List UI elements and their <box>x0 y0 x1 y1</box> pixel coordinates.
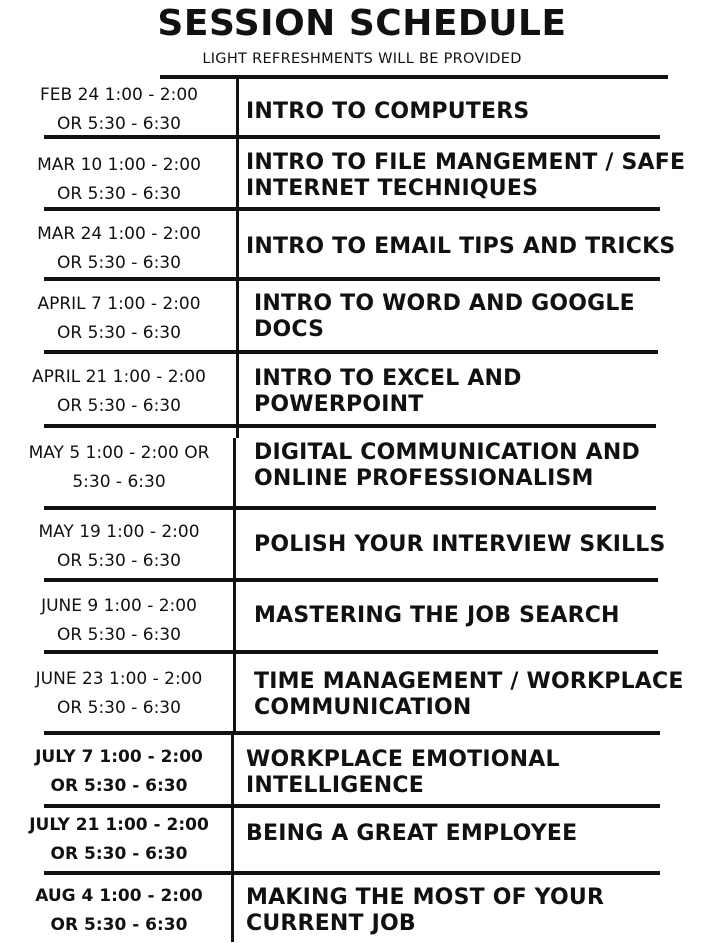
session-date: JULY 7 1:00 - 2:00 OR 5:30 - 6:30 <box>35 747 203 796</box>
session-date: AUG 4 1:00 - 2:00 OR 5:30 - 6:30 <box>35 886 203 935</box>
session-topic: INTRO TO EXCEL AND POWERPOINT <box>254 366 522 417</box>
session-date: APRIL 21 1:00 - 2:00 OR 5:30 - 6:30 <box>32 367 206 416</box>
row-divider <box>44 424 656 428</box>
row-divider <box>160 75 668 79</box>
row-divider <box>44 731 660 735</box>
session-date: MAY 5 1:00 - 2:00 OR 5:30 - 6:30 <box>28 443 210 492</box>
row-divider <box>44 506 656 510</box>
session-topic: INTRO TO EMAIL TIPS AND TRICKS <box>246 234 676 259</box>
row-divider <box>44 578 658 582</box>
session-topic: INTRO TO FILE MANGEMENT / SAFE INTERNET TECHNIQUES <box>246 150 686 201</box>
session-topic: DIGITAL COMMUNICATION AND ONLINE PROFESSIONALISM <box>254 440 640 491</box>
session-topic: BEING A GREAT EMPLOYEE <box>246 821 578 846</box>
row-divider <box>44 650 658 654</box>
session-topic: INTRO TO WORD AND GOOGLE DOCS <box>254 291 635 342</box>
session-date: MAY 19 1:00 - 2:00 OR 5:30 - 6:30 <box>38 522 200 571</box>
session-topic: INTRO TO COMPUTERS <box>246 99 530 124</box>
session-date: MAR 10 1:00 - 2:00 OR 5:30 - 6:30 <box>37 155 201 204</box>
column-divider <box>233 438 236 734</box>
column-divider <box>236 78 239 438</box>
session-date: JUNE 9 1:00 - 2:00 OR 5:30 - 6:30 <box>41 596 197 645</box>
row-divider <box>44 871 660 875</box>
row-divider <box>44 350 658 354</box>
session-topic: POLISH YOUR INTERVIEW SKILLS <box>254 532 666 557</box>
session-topic: MAKING THE MOST OF YOUR CURRENT JOB <box>246 885 605 936</box>
session-topic: WORKPLACE EMOTIONAL INTELLIGENCE <box>246 747 560 798</box>
session-topic: TIME MANAGEMENT / WORKPLACE COMMUNICATION <box>254 669 684 720</box>
page-subtitle: LIGHT REFRESHMENTS WILL BE PROVIDED <box>202 51 522 67</box>
session-date: FEB 24 1:00 - 2:00 OR 5:30 - 6:30 <box>40 85 198 134</box>
session-topic: MASTERING THE JOB SEARCH <box>254 603 620 628</box>
session-date: APRIL 7 1:00 - 2:00 OR 5:30 - 6:30 <box>37 294 201 343</box>
session-date: JULY 21 1:00 - 2:00 OR 5:30 - 6:30 <box>29 815 209 864</box>
session-date: MAR 24 1:00 - 2:00 OR 5:30 - 6:30 <box>37 224 201 273</box>
session-date: JUNE 23 1:00 - 2:00 OR 5:30 - 6:30 <box>35 669 203 718</box>
row-divider <box>44 804 660 808</box>
page-title: SESSION SCHEDULE <box>157 3 567 44</box>
